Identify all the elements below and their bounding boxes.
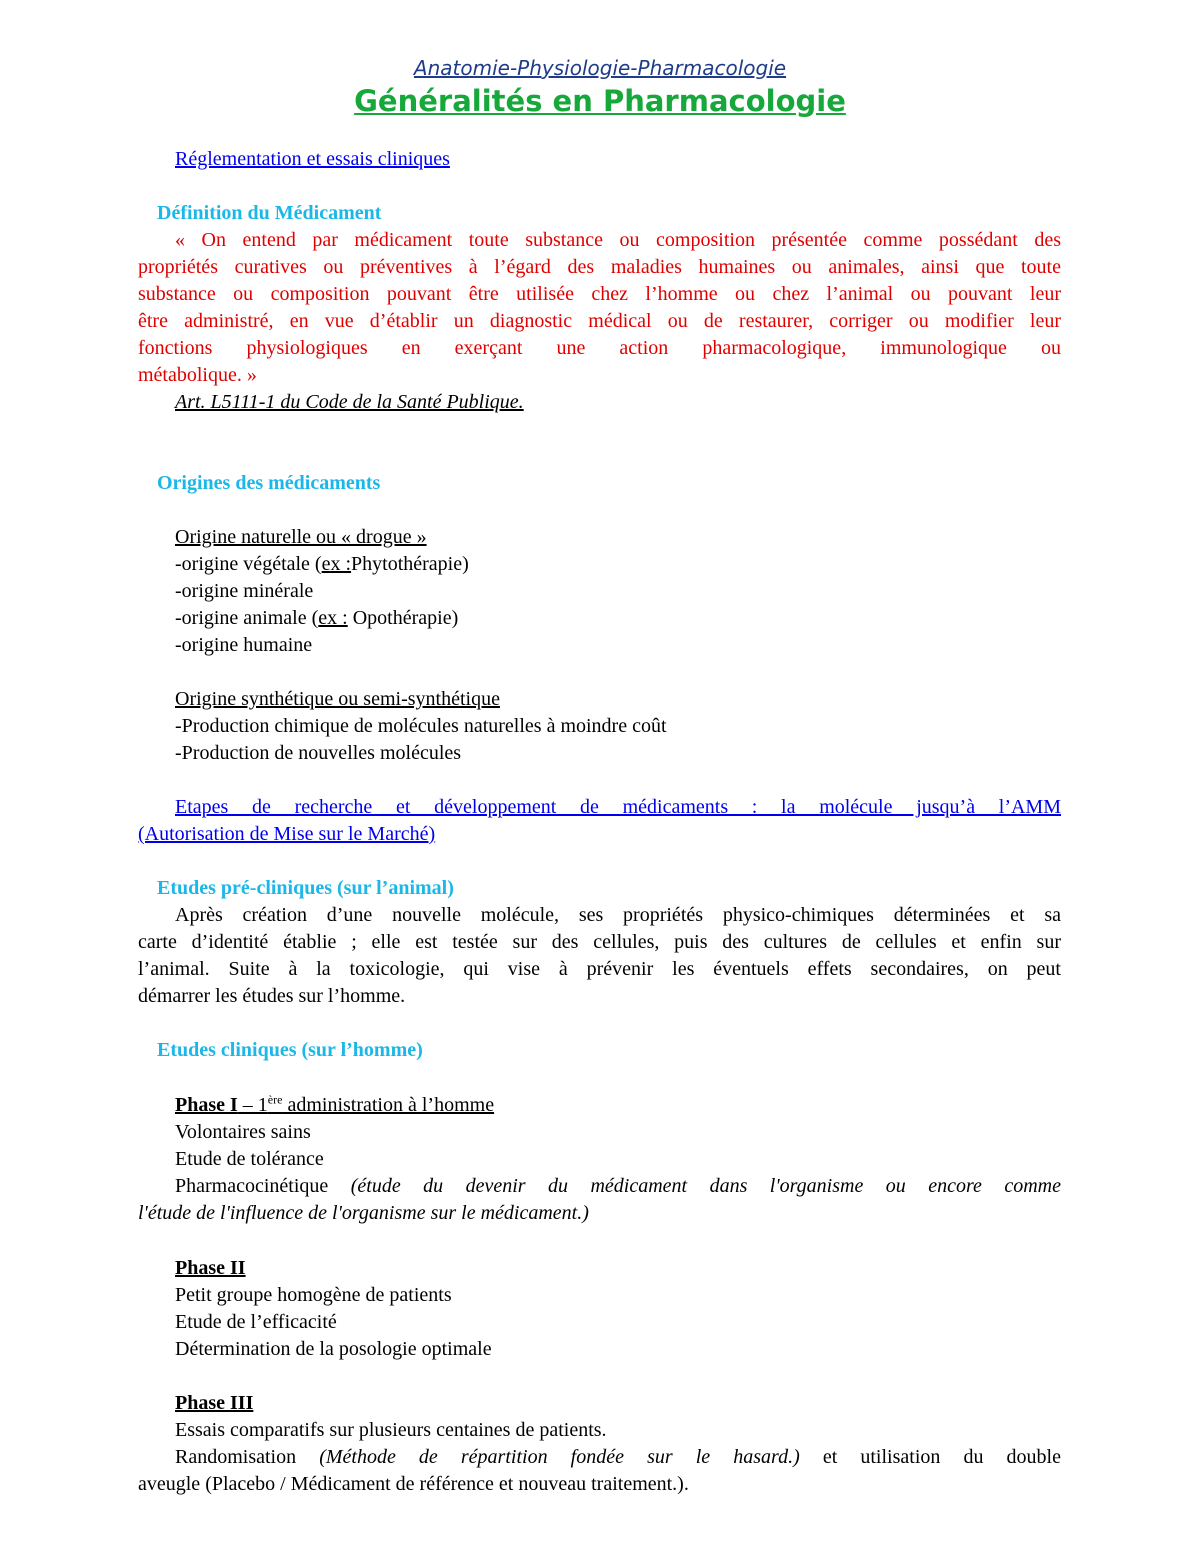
origine-animale: -origine animale (ex : Opothérapie) bbox=[175, 607, 459, 629]
synthetique-item: -Production chimique de molécules naturelles à moindre coût bbox=[175, 715, 667, 737]
phase3-item: Essais comparatifs sur plusieurs centaines de patients. bbox=[175, 1419, 607, 1441]
precliniques-text-line: démarrer les études sur l’homme. bbox=[138, 985, 406, 1007]
definition-quote-line: métabolique. » bbox=[138, 364, 257, 386]
phase1-item: Etude de tolérance bbox=[175, 1148, 324, 1170]
origine-minerale: -origine minérale bbox=[175, 580, 314, 602]
document-title: Généralités en Pharmacologie bbox=[354, 84, 846, 118]
origines-heading: Origines des médicaments bbox=[157, 472, 381, 494]
document-subtitle: Anatomie-Physiologie-Pharmacologie bbox=[413, 56, 787, 80]
definition-quote-line: « On entend par médicament toute substance ou composition présentée comme possédant des bbox=[175, 229, 1061, 251]
precliniques-text-line: Après création d’une nouvelle molécule, ses propriétés physico-chimiques déterminées et sa bbox=[175, 904, 1061, 926]
definition-heading: Définition du Médicament bbox=[157, 202, 382, 224]
phase1-pk-line: Pharmacocinétique (étude du devenir du médicament dans l'organisme ou encore comme bbox=[175, 1175, 1062, 1197]
reglementation-link[interactable]: Réglementation et essais cliniques bbox=[175, 148, 450, 170]
etapes-link[interactable]: Etapes de recherche et développement de médicaments : la molécule jusqu’à l’AMM bbox=[175, 796, 1061, 818]
phase3-last-line: aveugle (Placebo / Médicament de référence et nouveau traitement.). bbox=[138, 1473, 689, 1495]
definition-quote-line: être administré, en vue d’établir un diagnostic médical ou de restaurer, corriger ou modifier leur bbox=[138, 310, 1061, 332]
phase2-title: Phase II bbox=[175, 1257, 246, 1279]
definition-quote-line: substance ou composition pouvant être utilisée chez l’homme ou chez l’animal ou pouvant leur bbox=[138, 283, 1061, 305]
phase2-item: Détermination de la posologie optimale bbox=[175, 1338, 492, 1360]
definition-source: Art. L5111-1 du Code de la Santé Publique. bbox=[175, 391, 524, 413]
origine-naturelle-title: Origine naturelle ou « drogue » bbox=[175, 526, 427, 548]
phase1-item: Volontaires sains bbox=[175, 1121, 311, 1143]
precliniques-heading: Etudes pré-cliniques (sur l’animal) bbox=[157, 877, 454, 899]
phase3-randomisation-line: Randomisation (Méthode de répartition fondée sur le hasard.) et utilisation du double bbox=[175, 1446, 1061, 1468]
phase2-item: Etude de l’efficacité bbox=[175, 1311, 337, 1333]
precliniques-text-line: carte d’identité établie ; elle est testée sur des cellules, puis des cultures de cellules et enfin sur bbox=[138, 931, 1061, 953]
origine-synthetique-title: Origine synthétique ou semi-synthétique bbox=[175, 688, 500, 710]
definition-quote-line: propriétés curatives ou préventives à l’égard des maladies humaines ou animales, ainsi que toute bbox=[138, 256, 1061, 278]
phase1-title: Phase I – 1ère administration à l’homme bbox=[175, 1092, 495, 1116]
synthetique-item: -Production de nouvelles molécules bbox=[175, 742, 462, 764]
precliniques-text-line: l’animal. Suite à la toxicologie, qui vise à prévenir les éventuels effets secondaires, on peut bbox=[138, 958, 1061, 980]
origine-vegetale: -origine végétale (ex :Phytothérapie) bbox=[175, 553, 469, 575]
definition-quote-line: fonctions physiologiques en exerçant une action pharmacologique, immunologique ou bbox=[138, 337, 1061, 359]
etapes-link-continued[interactable]: (Autorisation de Mise sur le Marché) bbox=[138, 823, 436, 845]
phase3-title: Phase III bbox=[175, 1392, 254, 1414]
phase2-item: Petit groupe homogène de patients bbox=[175, 1284, 452, 1306]
cliniques-heading: Etudes cliniques (sur l’homme) bbox=[157, 1039, 423, 1061]
phase1-pk-note: l'étude de l'influence de l'organisme sur le médicament.) bbox=[138, 1202, 589, 1224]
origine-humaine: -origine humaine bbox=[175, 634, 313, 656]
